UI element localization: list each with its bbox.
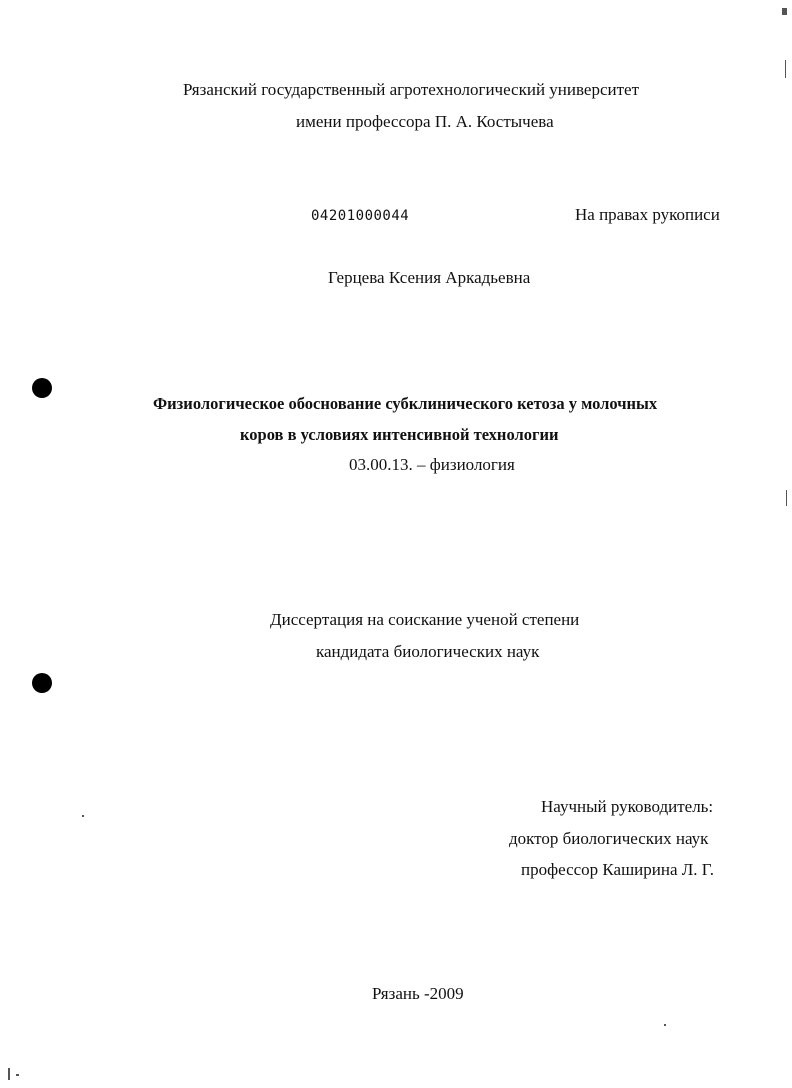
punch-hole-top xyxy=(32,378,52,398)
scan-mark xyxy=(664,1024,666,1026)
university-dedication: имени профессора П. А. Костычева xyxy=(296,112,554,131)
degree-line1: Диссертация на соискание ученой степени xyxy=(270,610,580,629)
supervisor-name: профессор Каширина Л. Г. xyxy=(521,860,714,879)
supervisor-degree: доктор биологических наук xyxy=(509,829,709,848)
thesis-title-line2: коров в условиях интенсивной технологии xyxy=(240,425,559,444)
author-name: Герцева Ксения Аркадьевна xyxy=(328,268,531,287)
punch-hole-bottom xyxy=(32,673,52,693)
thesis-title-line1: Физиологическое обоснование субклинического кетоза у молочных xyxy=(153,394,658,413)
scan-mark xyxy=(782,8,787,15)
university-name: Рязанский государственный агротехнологический университет xyxy=(183,80,640,99)
supervisor-label: Научный руководитель: xyxy=(541,797,714,816)
manuscript-note: На правах рукописи xyxy=(575,205,720,224)
scan-mark xyxy=(82,815,84,817)
scan-mark xyxy=(785,60,786,78)
city-year: Рязань -2009 xyxy=(372,984,464,1003)
scan-mark xyxy=(8,1068,10,1080)
specialty-code: 03.00.13. – физиология xyxy=(349,455,515,474)
scan-mark xyxy=(786,490,787,506)
scan-mark xyxy=(16,1074,19,1076)
degree-line2: кандидата биологических наук xyxy=(316,642,540,661)
registry-number: 04201000044 xyxy=(311,208,410,224)
